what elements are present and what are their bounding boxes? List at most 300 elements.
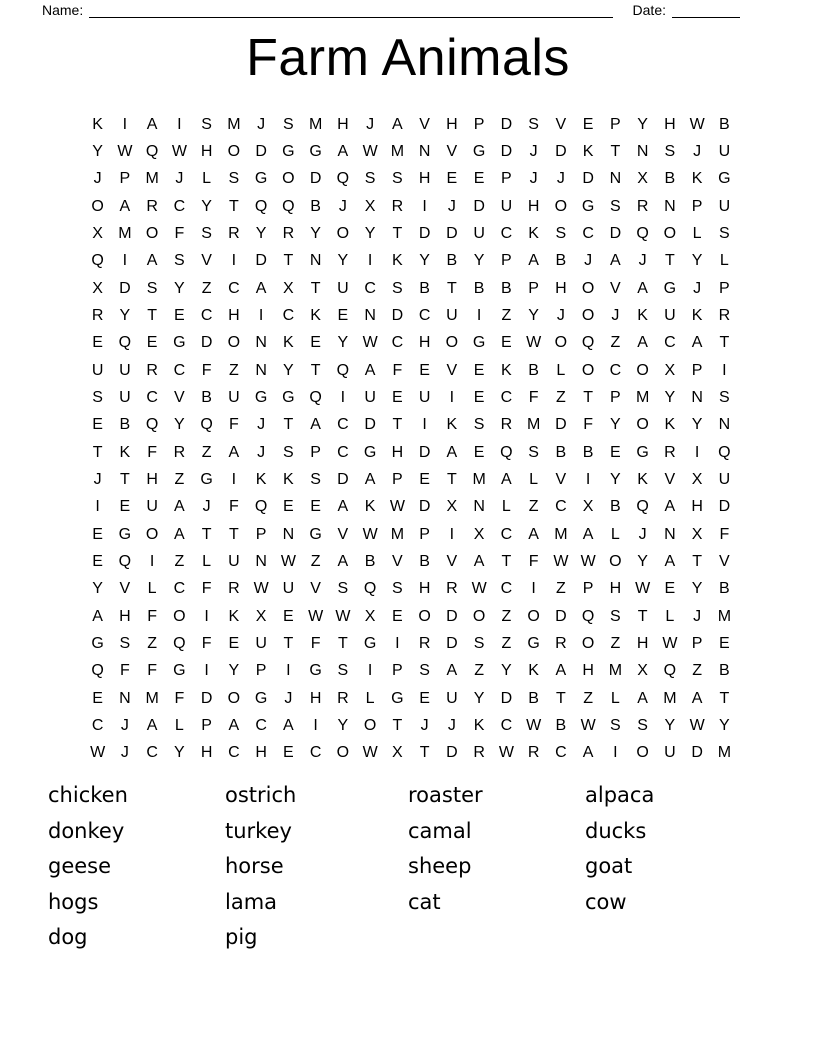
grid-cell: Y [610,416,621,434]
grid-cell: E [92,416,103,434]
grid-cell: V [664,470,676,488]
word-item: ducks [585,818,647,843]
grid-cell: R [636,197,649,215]
grid-cell: K [637,470,648,488]
grid-cell: X [364,607,376,625]
grid-cell: B [528,689,539,707]
grid-cell: M [472,470,486,488]
grid-cell: V [555,115,567,133]
grid-cell: Z [501,634,512,652]
grid-cell: L [174,716,184,734]
grid-cell: I [694,443,700,461]
grid-cell: U [146,498,158,516]
grid-cell: P [501,252,512,270]
grid-cell: E [501,334,512,352]
grid-cell: A [637,279,648,297]
grid-cell: A [146,115,158,133]
grid-cell: S [119,634,131,652]
grid-cell: A [337,142,349,160]
grid-cell: I [286,662,291,680]
grid-cell: R [418,634,431,652]
grid-cell: C [173,580,186,598]
grid-cell: T [92,443,103,461]
grid-cell: K [364,498,376,516]
grid-cell: V [337,525,349,543]
grid-cell: J [447,197,456,215]
grid-cell: J [693,279,702,297]
grid-cell: L [529,470,539,488]
grid-cell: C [609,361,622,379]
grid-cell: S [364,170,376,188]
grid-cell: E [92,334,103,352]
grid-cell: A [528,525,539,543]
grid-cell: I [231,470,237,488]
grid-cell: H [691,498,703,516]
grid-cell: G [173,334,186,352]
grid-cell: H [200,142,213,160]
grid-cell: I [258,306,264,324]
grid-cell: O [581,306,595,324]
grid-cell: G [91,634,104,652]
grid-cell: S [146,279,158,297]
grid-cell: Q [309,388,322,406]
grid-cell: S [174,252,185,270]
grid-cell: J [93,470,102,488]
grid-cell: Y [119,306,131,324]
grid-cell: O [336,224,350,242]
word-item: dog [48,925,88,949]
grid-cell: G [391,689,404,707]
grid-cell: V [555,470,567,488]
grid-cell: H [200,744,213,762]
grid-cell: T [446,279,457,297]
grid-cell: H [228,306,240,324]
grid-cell: Q [500,443,513,461]
grid-cell: A [310,416,321,434]
grid-cell: H [418,170,431,188]
grid-cell: U [718,142,731,160]
word-item: goat [585,854,633,878]
word-item: roaster [408,783,483,807]
grid-cell: Z [610,634,621,652]
word-item: hogs [48,889,99,914]
grid-cell: C [500,388,513,406]
grid-cell: L [202,552,212,570]
grid-cell: I [231,252,237,270]
grid-cell: Z [501,306,512,324]
grid-cell: K [691,306,703,324]
word-list-column [585,778,745,956]
grid-cell: T [119,470,130,488]
word-list-column [225,778,408,956]
grid-cell: Z [201,443,212,461]
grid-cell: T [283,416,294,434]
grid-cell: Z [474,662,485,680]
grid-cell: Z [528,498,539,516]
grid-cell: D [446,224,458,242]
grid-cell: D [119,279,131,297]
grid-cell: E [283,607,294,625]
grid-cell: S [392,580,403,598]
grid-cell: T [419,744,430,762]
grid-cell: D [500,115,513,133]
grid-cell: T [664,252,675,270]
grid-cell: A [119,197,131,215]
grid-cell: P [691,634,703,652]
grid-cell: T [610,142,621,160]
grid-cell: Z [610,334,621,352]
grid-cell: C [555,498,567,516]
grid-cell: P [310,443,321,461]
grid-cell: H [337,115,349,133]
grid-cell: B [610,498,621,516]
grid-cell: N [282,525,295,543]
grid-cell: D [364,416,376,434]
grid-cell: S [92,388,103,406]
grid-cell: Y [337,716,349,734]
grid-cell: Q [663,662,677,680]
grid-cell: Q [254,197,268,215]
grid-cell: C [173,361,186,379]
grid-cell: X [691,470,703,488]
grid-cell: W [662,634,678,652]
grid-cell: X [364,197,376,215]
grid-cell: B [419,279,430,297]
grid-cell: D [691,744,703,762]
grid-cell: Y [637,552,648,570]
grid-cell: V [446,361,458,379]
grid-cell: A [174,525,185,543]
grid-cell: Y [473,689,485,707]
word-item: ostrich [225,783,297,807]
grid-cell: F [392,361,403,379]
grid-cell: E [610,443,621,461]
grid-cell: B [119,416,131,434]
grid-cell: T [310,361,321,379]
grid-cell: C [255,716,267,734]
grid-cell: I [476,306,482,324]
grid-cell: A [228,716,240,734]
grid-cell: C [173,197,186,215]
grid-cell: E [473,170,485,188]
grid-cell: O [527,607,540,625]
grid-cell: B [582,443,594,461]
grid-cell: W [689,115,705,133]
grid-cell: P [473,115,485,133]
grid-cell: E [310,334,321,352]
grid-cell: G [309,525,322,543]
grid-cell: W [90,744,106,762]
grid-cell: I [367,252,373,270]
grid-cell: T [228,525,239,543]
grid-cell: E [419,361,430,379]
grid-cell: P [392,470,403,488]
grid-cell: W [526,334,542,352]
grid-cell: M [118,224,132,242]
grid-cell: K [501,361,512,379]
grid-cell: Q [118,334,132,352]
grid-cell: D [500,142,513,160]
grid-cell: O [418,607,431,625]
grid-cell: M [663,689,677,707]
grid-cell: N [664,525,676,543]
grid-cell: R [337,689,349,707]
grid-cell: O [445,334,459,352]
word-item: lama [225,889,278,914]
grid-cell: C [500,525,513,543]
grid-cell: Y [419,252,430,270]
grid-cell: C [391,334,404,352]
grid-cell: R [391,197,404,215]
grid-cell: X [446,498,458,516]
grid-cell: U [119,388,131,406]
grid-cell: S [664,142,676,160]
grid-cell: J [120,744,129,762]
grid-cell: D [446,744,458,762]
grid-cell: K [119,443,131,461]
grid-cell: T [337,634,348,652]
grid-cell: Z [174,552,185,570]
grid-cell: Y [310,224,321,242]
grid-cell: Y [691,252,703,270]
grid-cell: W [308,607,324,625]
header [42,2,740,18]
grid-cell: K [255,470,267,488]
grid-cell: H [446,115,458,133]
grid-cell: B [201,388,212,406]
grid-cell: J [693,142,702,160]
grid-cell: X [255,607,267,625]
grid-cell: B [555,443,567,461]
grid-cell: J [257,416,266,434]
grid-cell: S [228,170,240,188]
grid-cell: F [147,662,158,680]
grid-cell: U [664,306,676,324]
grid-cell: S [610,197,621,215]
grid-cell: P [119,170,131,188]
grid-cell: Q [336,170,350,188]
grid-cell: F [201,580,212,598]
word-item: cat [408,889,441,914]
grid-cell: X [392,744,403,762]
grid-cell: J [120,716,129,734]
grid-cell: P [201,716,212,734]
grid-cell: W [498,744,514,762]
grid-cell: T [719,334,730,352]
grid-cell: J [611,306,620,324]
grid-cell: Y [719,716,730,734]
grid-cell: E [473,388,485,406]
grid-cell: I [149,552,155,570]
grid-cell: X [283,279,294,297]
grid-cell: Q [145,142,159,160]
grid-cell: D [200,334,213,352]
grid-cell: H [664,115,676,133]
grid-cell: T [583,388,594,406]
grid-cell: K [528,224,539,242]
grid-cell: U [364,388,376,406]
grid-cell: U [228,388,240,406]
grid-cell: J [420,716,429,734]
name-label: Name: [42,2,84,18]
grid-cell: A [146,716,158,734]
grid-cell: M [608,662,623,680]
grid-cell: I [367,662,373,680]
grid-cell: K [691,170,703,188]
grid-cell: Y [637,115,648,133]
grid-cell: A [283,716,294,734]
grid-cell: W [335,607,351,625]
grid-cell: N [255,552,267,570]
grid-cell: A [364,470,376,488]
grid-cell: T [637,607,648,625]
grid-cell: P [610,115,621,133]
grid-cell: Z [228,361,239,379]
grid-cell: C [146,744,158,762]
grid-cell: W [580,552,596,570]
grid-cell: A [364,361,376,379]
grid-cell: X [582,498,594,516]
grid-cell: B [501,279,512,297]
grid-cell: A [392,115,403,133]
grid-cell: I [313,716,318,734]
grid-cell: O [173,607,186,625]
grid-cell: O [581,634,595,652]
grid-cell: G [282,388,295,406]
grid-cell: A [637,334,648,352]
grid-cell: P [255,662,267,680]
grid-cell: B [473,279,485,297]
grid-cell: E [283,744,294,762]
grid-cell: E [283,498,294,516]
grid-cell: G [173,662,186,680]
grid-cell: J [529,142,538,160]
grid-cell: T [392,416,403,434]
grid-cell: C [500,224,513,242]
grid-cell: K [664,416,676,434]
grid-cell: Q [118,552,132,570]
grid-cell: J [556,306,565,324]
date-blank-line [672,3,740,18]
grid-cell: C [200,306,213,324]
grid-cell: Z [310,552,321,570]
grid-cell: E [392,388,403,406]
grid-cell: Y [228,662,240,680]
grid-cell: U [446,306,458,324]
grid-cell: M [308,115,323,133]
grid-cell: R [228,224,240,242]
grid-cell: W [362,334,378,352]
word-item: cow [585,889,627,914]
grid-cell: T [147,306,158,324]
grid-cell: F [228,416,239,434]
grid-cell: Q [581,607,595,625]
grid-cell: F [583,416,594,434]
grid-cell: P [528,279,539,297]
grid-cell: Y [174,744,185,762]
grid-cell: Z [692,662,703,680]
word-item: alpaca [585,783,655,807]
grid-cell: S [473,416,485,434]
grid-cell: R [718,306,731,324]
grid-cell: S [392,170,403,188]
grid-cell: C [282,306,295,324]
grid-cell: K [473,716,485,734]
grid-cell: F [119,662,130,680]
grid-cell: L [665,607,675,625]
grid-cell: V [419,115,430,133]
grid-cell: A [528,252,539,270]
grid-cell: L [147,580,157,598]
grid-cell: W [171,142,187,160]
grid-cell: L [556,361,566,379]
grid-cell: C [364,279,376,297]
grid-cell: D [582,170,594,188]
grid-cell: Z [555,580,566,598]
grid-cell: Q [282,197,295,215]
grid-cell: W [471,580,487,598]
grid-cell: Q [363,580,377,598]
grid-cell: D [337,470,349,488]
grid-cell: M [526,416,541,434]
grid-cell: D [255,142,267,160]
grid-cell: O [363,716,377,734]
grid-cell: P [691,361,703,379]
grid-cell: D [718,498,731,516]
grid-cell: S [283,115,294,133]
grid-cell: C [500,716,513,734]
grid-cell: L [692,224,702,242]
grid-cell: W [362,142,378,160]
grid-cell: J [584,252,593,270]
grid-cell: Q [173,634,186,652]
grid-cell: N [718,416,731,434]
grid-cell: N [418,142,431,160]
grid-cell: R [282,224,295,242]
grid-cell: E [473,361,485,379]
grid-cell: K [582,142,594,160]
grid-cell: Y [337,252,349,270]
grid-cell: T [392,224,403,242]
grid-cell: D [555,607,567,625]
grid-cell: X [92,224,103,242]
grid-cell: A [92,607,103,625]
grid-cell: X [637,170,648,188]
grid-cell: I [122,252,128,270]
grid-cell: J [447,716,456,734]
grid-cell: S [201,115,212,133]
grid-cell: D [500,689,513,707]
grid-cell: I [122,115,128,133]
grid-cell: Z [583,689,594,707]
grid-cell: N [255,334,267,352]
grid-cell: S [610,607,621,625]
grid-cell: G [118,525,132,543]
grid-cell: B [664,170,676,188]
grid-cell: L [501,498,511,516]
grid-cell: S [528,115,539,133]
grid-cell: A [446,662,458,680]
grid-cell: B [310,197,321,215]
grid-cell: G [363,443,377,461]
grid-cell: P [501,170,512,188]
grid-cell: B [419,552,430,570]
grid-cell: S [337,580,349,598]
grid-cell: X [473,525,485,543]
grid-cell: Z [201,279,212,297]
grid-cell: H [609,580,622,598]
grid-cell: M [717,607,732,625]
